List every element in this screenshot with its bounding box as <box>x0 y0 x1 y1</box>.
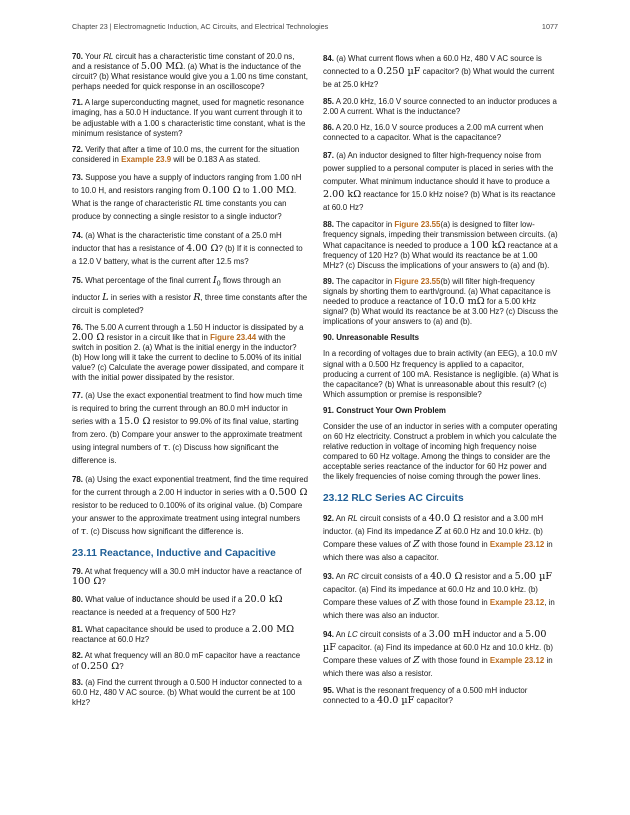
problem-75 <box>72 274 308 317</box>
figure-link[interactable]: Figure 23.44 <box>210 332 257 342</box>
text: resistor in a circuit like that in <box>106 332 208 342</box>
example-link[interactable]: Example 23.12 <box>489 597 545 607</box>
text: with those found in <box>421 655 488 665</box>
text: , in which there was also an inductor. <box>323 597 555 620</box>
math: 2.00 kΩ <box>323 189 362 201</box>
problem-79 <box>72 567 308 587</box>
text: RC <box>347 571 360 581</box>
text: RL <box>103 52 114 61</box>
problem-number: 85. <box>323 97 334 106</box>
text: What value of inductance should be used if a <box>85 595 243 605</box>
text: capacitor. (a) Find its impedance at 60.0 Hz and 10.0 kHz. (b) Compare these values of <box>323 642 554 665</box>
text: reactance at 60.0 Hz? <box>72 635 150 645</box>
chapter-title: Chapter 23 | Electromagnetic Induction, AC Circuits, and Electrical Technologies <box>72 22 329 31</box>
problem-number: 86. <box>323 123 334 133</box>
problem-83 <box>72 678 308 708</box>
problem-86 <box>323 123 559 143</box>
math: 20.0 kΩ <box>244 594 283 606</box>
text: , three time constants after the circuit is completed? <box>72 292 308 315</box>
text: ? (b) If it is connected to a 12.0 V battery, what is the current after 12.5 ms? <box>72 243 303 266</box>
text: What capacitance should be used to produce a <box>85 625 250 635</box>
math: 40.0 Ω <box>430 570 463 582</box>
figure-link[interactable]: Figure 23.55 <box>394 220 441 230</box>
text: Your <box>85 52 101 61</box>
problem-92 <box>323 512 559 564</box>
text: time constants you can produce by connecting a single resistor to a single inductor? <box>72 198 287 221</box>
text: The capacitor in <box>336 276 393 286</box>
problem-number: 75. <box>72 275 83 285</box>
problem-number: 72. <box>72 144 83 154</box>
math: L <box>102 291 109 303</box>
math: 40.0 µF <box>376 694 415 706</box>
text: (a) is designed to filter low-frequency signals, impeding their transmission between circuits. (a) What capacitance is needed to produce a <box>323 220 558 250</box>
text: flows through an inductor <box>72 275 281 302</box>
text: The capacitor in <box>336 220 393 230</box>
text: in which there was also a resistor. <box>323 655 553 678</box>
text: at 60.0 Hz and 10.0 kHz. (b) Compare these values of <box>323 526 543 549</box>
text: reactance is needed at a frequency of 500 Hz? <box>72 608 236 618</box>
text: resistor and a 3.00 mH inductor. (a) Find its impedance <box>323 513 544 536</box>
text: A 20.0 Hz, 16.0 V source produces a 2.00 mA current when connected to a capacitor. What is the capacitance? <box>323 123 544 143</box>
math: 5.00 µF <box>514 570 552 582</box>
problem-number: 93. <box>323 571 334 581</box>
text: circuit has a characteristic time constant of 20.0 ns, and a resistance of <box>72 52 295 72</box>
text: ? <box>101 577 106 587</box>
problem-87 <box>323 149 559 214</box>
problem-number: 82. <box>72 651 83 661</box>
right-column <box>323 52 559 712</box>
text: with those found in <box>421 539 488 549</box>
text: At what frequency will an 80.0 mF capacitor have a reactance of <box>72 651 301 671</box>
math: 5.00 µF <box>323 628 547 653</box>
text: with those found in <box>421 597 488 607</box>
text: capacitor? <box>416 695 453 705</box>
text: (a) What is the characteristic time constant of a 25.0 mH inductor that has a resistance of <box>72 230 282 253</box>
text: resistor to be reduced to 0.100% of its original value. (b) Compare your answer to the approximate treatment using integral numbers of <box>72 501 303 537</box>
math: I <box>212 274 217 286</box>
math: 0.250 Ω <box>80 660 120 672</box>
text: Verify that after a time of 10.0 ms, the current for the situation considered in <box>72 144 300 164</box>
section-heading: 23.12 RLC Series AC Circuits <box>323 492 464 504</box>
text: . (a) What is the inductance of the circuit? (b) What resistance would give you a 1.00 ns time constant, perhaps needed for quick response in an oscilloscope? <box>72 62 308 92</box>
problem-number: 95. <box>323 685 334 695</box>
text: (a) Using the exact exponential treatment, find the time required for the current through a 2.00 H inductor in series with a <box>72 475 308 498</box>
problem-number: 92. <box>323 513 334 523</box>
text: (a) What current flows when a 60.0 Hz, 480 V AC source is connected to a <box>323 54 542 76</box>
problem-82 <box>72 651 308 671</box>
problem-77 <box>72 389 308 467</box>
math-subscript: 0 <box>216 279 221 288</box>
text: The 5.00 A current through a 1.50 H inductor is dissipated by a <box>85 322 304 332</box>
problem-number: 83. <box>72 677 83 687</box>
math: Z <box>435 525 442 537</box>
text: circuit consists of a <box>359 629 427 639</box>
figure-link[interactable]: Figure 23.55 <box>394 276 441 286</box>
text: reactance for 15.0 kHz noise? (b) What is its reactance at 60.0 Hz? <box>323 190 556 213</box>
text: resistor to 99.0% of its final value, starting from zero. (b) Compare your answer to the approximate treatment using integral numbers of <box>72 417 303 453</box>
problem-72 <box>72 145 308 165</box>
problem-number: 84. <box>323 54 334 63</box>
problem-number: 94. <box>323 629 334 639</box>
text: (b) will filter high-frequency signals by shorting them to earth/ground. (a) What capacitance is needed to produce a reactance of <box>323 276 551 307</box>
text: What percentage of the final current <box>85 275 211 285</box>
math: 2.00 Ω <box>72 331 105 343</box>
text: capacitor? (b) What would the current be at 25.0 kHz? <box>323 67 555 89</box>
text: with the switch in position 2. (a) What is the initial energy in the inductor? (b) How long will it take the current to decline to 5.00% of its initial value? (c) Calculate the average power dissipated, and compare it with the initial power dissipated by the resistor. <box>72 332 304 382</box>
math: 4.00 Ω <box>186 242 219 254</box>
page-number: 1077 <box>541 22 558 31</box>
math: Z <box>412 596 420 608</box>
math: 100 Ω <box>72 576 102 588</box>
text: At what frequency will a 30.0 mH inductor have a reactance of <box>84 567 302 577</box>
problem-number: 76. <box>72 322 83 332</box>
text: inductor and a <box>472 629 523 639</box>
math: τ <box>162 442 169 454</box>
math: 10.0 mΩ <box>443 296 485 308</box>
text: 91. <box>323 405 334 415</box>
problem-73 <box>72 171 308 223</box>
problem-85 <box>323 97 559 117</box>
problem-number: 89. <box>323 276 334 286</box>
math: 1.00 MΩ <box>251 184 294 196</box>
text: resistor and a <box>464 571 513 581</box>
example-link[interactable]: Example 23.12 <box>489 655 545 665</box>
text: reactance at a frequency of 120 Hz? (b) What would its reactance be at 1.00 MHz? (c) Discuss the implications of your answers to (a) and (b). <box>323 240 558 270</box>
text: Suppose you have a supply of inductors ranging from 1.00 nH to 10.0 H, and resistors ranging from <box>72 172 302 195</box>
problem-89 <box>323 277 559 327</box>
text: An <box>335 571 346 581</box>
problem-90-title <box>323 333 559 343</box>
problem-number: 73. <box>72 172 83 182</box>
math: 0.500 Ω <box>268 487 308 499</box>
text: . (c) Discuss how significant the difference is. <box>72 443 279 466</box>
math: τ <box>80 526 87 538</box>
text: Construct Your Own Problem <box>336 405 446 415</box>
problem-number: 74. <box>72 230 83 240</box>
section-heading: 23.11 Reactance, Inductive and Capacitive <box>72 548 276 560</box>
math: 15.0 Ω <box>118 416 151 428</box>
problem-number: 81. <box>72 625 83 635</box>
math: Z <box>412 538 420 550</box>
problem-number: 88. <box>323 220 334 230</box>
text: to <box>242 185 250 195</box>
text: (a) Use the exact exponential treatment to find how much time is required to bring the current through an 80.0 mH inductor in series with a <box>72 391 303 427</box>
running-header <box>72 22 558 31</box>
text: (a) An inductor designed to filter high-frequency noise from power supplied to a personal computer is placed in series with the computer. What minimum inductance should it have to produce a <box>323 151 554 187</box>
math: 5.00 MΩ <box>140 61 184 73</box>
text: Unreasonable Results <box>336 333 420 343</box>
math: R <box>193 291 201 303</box>
text: A large superconducting magnet, used for magnetic resonance imaging, has a 50.0 H inductance. If you want current through it to be adjustable with a 1.00 s characteristic time constant, what is the minimum resistance of system? <box>72 98 306 138</box>
text: for a 5.00 kHz signal? (b) What would its reactance be at 3.00 Hz? (c) Discuss the implications of your answers to (a) and (b). <box>323 297 559 327</box>
text: in series with a resistor <box>110 292 192 302</box>
text: circuit consists of a <box>359 513 427 523</box>
problem-number: 80. <box>72 595 83 605</box>
left-column <box>72 52 308 714</box>
math: Z <box>412 654 420 666</box>
text: circuit consists of a <box>361 571 428 581</box>
text: An <box>335 513 346 523</box>
problem-80 <box>72 593 308 619</box>
text: (a) Find the current through a 0.500 H inductor connected to a 60.0 Hz, 480 V AC source. (b) What would the current be at 100 kHz? <box>72 677 302 707</box>
problem-95 <box>323 686 559 706</box>
text: RL <box>193 198 204 208</box>
math: 0.250 µF <box>376 66 421 77</box>
text: 90. <box>323 333 334 343</box>
problem-number: 78. <box>72 475 83 485</box>
text: A 20.0 kHz, 16.0 V source connected to an inductor produces a 2.00 A current. What is the inductance? <box>323 97 557 117</box>
text: capacitor. (a) Find its impedance at 60.0 Hz and 10.0 kHz. (b) Compare these values of <box>323 584 538 607</box>
problem-93 <box>323 570 559 622</box>
text: . (c) Discuss how significant the difference is. <box>86 527 244 537</box>
math: 3.00 mH <box>428 628 471 640</box>
problem-84 <box>323 52 559 91</box>
problem-78 <box>72 473 308 538</box>
problem-number: 87. <box>323 151 334 161</box>
problem-71 <box>72 98 308 138</box>
math: 40.0 Ω <box>428 512 462 524</box>
text: . What is the range of characteristic <box>72 185 297 208</box>
math: 100 kΩ <box>470 239 506 251</box>
text: What is the resonant frequency of a 0.500 mH inductor connected to a <box>323 685 528 705</box>
problem-70 <box>72 52 308 92</box>
text: An <box>335 629 346 639</box>
problem-number: 71. <box>72 98 83 108</box>
problem-74 <box>72 229 308 268</box>
problem-76 <box>72 323 308 384</box>
math: 0.100 Ω <box>202 184 241 196</box>
problem-81 <box>72 625 308 645</box>
example-link[interactable]: Example 23.12 <box>489 539 545 549</box>
problem-91-title <box>323 406 559 416</box>
example-link[interactable]: Example 23.9 <box>121 154 172 164</box>
text: in which there was also a capacitor. <box>323 539 553 562</box>
problem-number: 79. <box>72 567 83 577</box>
math: 2.00 MΩ <box>251 624 295 636</box>
problem-91: Consider the use of an inductor in series with a computer operating on 60 Hz electricity. Construct a problem in which you calculate the relative reduction in voltage of incoming high frequency noise compared to 60 Hz voltage. Among the things to consider are the acceptable series reactance of the inductor for 60 Hz power and the likely frequencies of noise coming through the power lines. <box>323 421 558 482</box>
text: ? <box>119 661 124 671</box>
problem-88 <box>323 220 559 270</box>
problem-number: 77. <box>72 391 83 401</box>
problem-94 <box>323 628 559 680</box>
text: will be 0.183 A as stated. <box>173 154 261 164</box>
problem-number: 70. <box>72 52 83 61</box>
text: RL <box>347 513 358 523</box>
problem-90: In a recording of voltages due to brain activity (an EEG), a 10.0 mV signal with a 0.500 Hz frequency is applied to a capacitor, producing a current of 100 mA. Resistance is negligible. (a) What is the capacitance? (b) What is unreasonable about this result? (c) Which assumption or premise is responsible? <box>323 349 559 399</box>
text: LC <box>347 629 358 639</box>
